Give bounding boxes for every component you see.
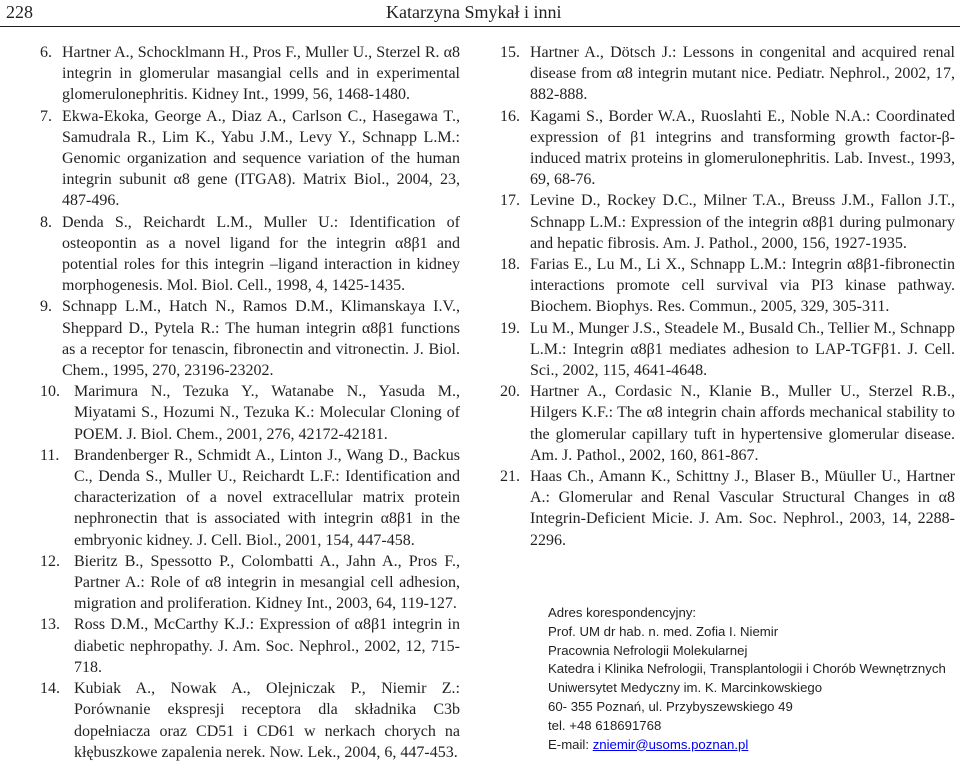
reference-text: Farias E., Lu M., Li X., Schnapp L.M.: Integrin α8β1-fibronectin interactions promote cell survival via PI3 kinase pathway. Biochem. Biophys. Res. Commun., 2005, 329, 305-311. <box>530 256 955 316</box>
reference-number: 6. <box>40 44 52 61</box>
reference-text: Levine D., Rockey D.C., Milner T.A., Breuss J.M., Fallon J.T., Schnapp L.M.: Expression of the integrin α8β1 during pulmonary and hepatic fibrosis. Am. J. Pathol., 2000, 156, 1927-1935. <box>530 192 955 252</box>
reference-item <box>500 190 955 254</box>
email-link[interactable]: zniemir@usoms.poznan.pl <box>592 736 749 752</box>
reference-number: 13. <box>40 616 60 634</box>
references-right-column <box>500 42 955 551</box>
running-head: Katarzyna Smykał i inni <box>386 2 562 22</box>
reference-number: 8. <box>40 213 52 231</box>
reference-text: Ross D.M., McCarthy K.J.: Expression of α8β1 integrin in diabetic nephropathy. J. Am. Soc. Nephrol., 2002, 12, 715-718. <box>74 616 460 676</box>
reference-item <box>40 678 460 763</box>
reference-number: 21. <box>500 468 520 486</box>
address-university: Uniwersytet Medyczny im. K. Marcinkowskiego <box>548 680 823 696</box>
reference-number: 7. <box>40 107 52 125</box>
reference-item <box>500 254 955 318</box>
reference-text: Kubiak A., Nowak A., Olejniczak P., Niemir Z.: Porównanie ekspresji receptora dla składnika C3b dopełniacza oraz CD51 i CD61 w nerkach chorych na kłębuszkowe zapalenia nerek. Now. Lek., 2004, 6, 447-453. <box>74 680 460 761</box>
reference-text: Schnapp L.M., Hatch N., Ramos D.M., Klimanskaya I.V., Sheppard D., Pytela R.: The human integrin α8β1 functions as a receptor for tenascin, fibronectin and vitronectin. J. Biol. Chem., 1995, 270, 23196-23202. <box>62 298 460 380</box>
reference-number: 15. <box>500 44 520 61</box>
reference-number: 17. <box>500 192 520 210</box>
address-heading: Adres korespondencyjny: <box>548 605 697 620</box>
reference-number: 16. <box>500 107 520 125</box>
reference-text: Lu M., Munger J.S., Steadele M., Busald Ch., Tellier M., Schnapp L.M.: Integrin α8β1 mediates adhesion to LAP-TGFβ1. J. Cell. Sci., 2002, 115, 4641-4648. <box>530 319 955 380</box>
reference-item <box>500 106 955 191</box>
reference-text: Hartner A., Cordasic N., Klanie B., Muller U., Sterzel R.B., Hilgers K.F.: The α8 integrin chain affords mechanical stability to the glomerular capillary tuft in hypertensive glomerular disease. Am. J. Pathol., 2002, 160, 861-867. <box>530 383 955 464</box>
reference-item <box>40 106 460 212</box>
reference-number: 19. <box>500 319 520 337</box>
reference-item <box>40 42 460 106</box>
reference-text: Hartner A., Dötsch J.: Lessons in congenital and acquired renal disease from α8 integrin mutant nice. Pediatr. Nephrol., 2002, 17, 882-888. <box>530 44 955 104</box>
references-left-column <box>40 42 460 763</box>
correspondence-address <box>548 604 958 754</box>
reference-text: Kagami S., Border W.A., Ruoslahti E., Noble N.A.: Coordinated expression of β1 integrins and transforming growth factor-β-induced matrix proteins in glomerulonephritis. Lab. Invest., 1993, 69, 68-76. <box>530 107 955 189</box>
reference-number: 9. <box>40 298 52 316</box>
address-department: Katedra i Klinika Nefrologii, Transplantologii i Chorób Wewnętrznych <box>548 661 946 677</box>
reference-item <box>40 296 460 381</box>
reference-item <box>500 318 955 382</box>
page-header <box>0 0 960 27</box>
reference-item <box>40 551 460 615</box>
reference-text: Bieritz B., Spessotto P., Colombatti A., Jahn A., Pros F., Partner A.: Role of α8 integrin in mesangial cell adhesion, migration and proliferation. Kidney Int., 2003, 64, 119-127. <box>74 552 460 613</box>
reference-number: 10. <box>40 383 60 401</box>
reference-item <box>40 614 460 678</box>
reference-number: 20. <box>500 383 520 401</box>
reference-number: 18. <box>500 256 520 274</box>
address-name: Prof. UM dr hab. n. med. Zofia I. Niemir <box>548 623 779 639</box>
reference-number: 14. <box>40 680 60 698</box>
reference-item <box>40 381 460 445</box>
address-email-label: E-mail: <box>548 736 593 752</box>
page-number: 228 <box>6 2 33 22</box>
address-phone: tel. +48 618691768 <box>548 717 662 733</box>
reference-text: Ekwa-Ekoka, George A., Diaz A., Carlson C., Hasegawa T., Samudrala R., Lim K., Yabu J.M., Levy Y., Schnapp L.M.: Genomic organization and sequence variation of the human integrin subunit α8 gene (ITGA8). Matrix Biol., 2004, 23, 487-496. <box>62 107 460 210</box>
address-street: 60- 355 Poznań, ul. Przybyszewskiego 49 <box>548 698 793 714</box>
reference-number: 11. <box>40 446 60 464</box>
reference-text: Brandenberger R., Schmidt A., Linton J., Wang D., Backus C., Denda S., Muller U., Reichardt L.F.: Identification and characterization of a novel extracellular matrix protein nephronectin that is associated with integrin α8β1 in the embryonic kidney. J. Cell. Biol., 2001, 154, 447-458. <box>74 446 460 549</box>
address-email-line <box>548 736 958 755</box>
reference-text: Marimura N., Tezuka Y., Watanabe N., Yasuda M., Miyatami S., Hozumi N., Tezuka K.: Molecular Cloning of POEM. J. Biol. Chem., 2001, 276, 42172-42181. <box>74 383 460 443</box>
reference-item <box>500 381 955 466</box>
reference-text: Haas Ch., Amann K., Schittny J., Blaser B., Müuller U., Hartner A.: Glomerular and Renal Vascular Structural Changes in α8 Integrin-Deficient Micie. J. Am. Soc. Nephrol., 2003, 14, 2288-2296. <box>530 468 955 549</box>
reference-text: Denda S., Reichardt L.M., Muller U.: Identification of osteopontin as a novel ligand for the integrin α8β1 and potential roles for this integrin –ligand interaction in kidney morphogenesis. Mol. Biol. Cell., 1998, 4, 1425-1435. <box>62 213 460 295</box>
reference-item <box>500 466 955 551</box>
reference-number: 12. <box>40 552 60 570</box>
reference-text: Hartner A., Schocklmann H., Pros F., Muller U., Sterzel R. α8 integrin in glomerular masangial cells and in experimental glomerulonephritis. Kidney Int., 1999, 56, 1468-1480. <box>62 44 460 104</box>
address-unit: Pracownia Nefrologii Molekularnej <box>548 642 748 658</box>
reference-item <box>40 445 460 551</box>
reference-item <box>40 212 460 297</box>
reference-item <box>500 42 955 106</box>
